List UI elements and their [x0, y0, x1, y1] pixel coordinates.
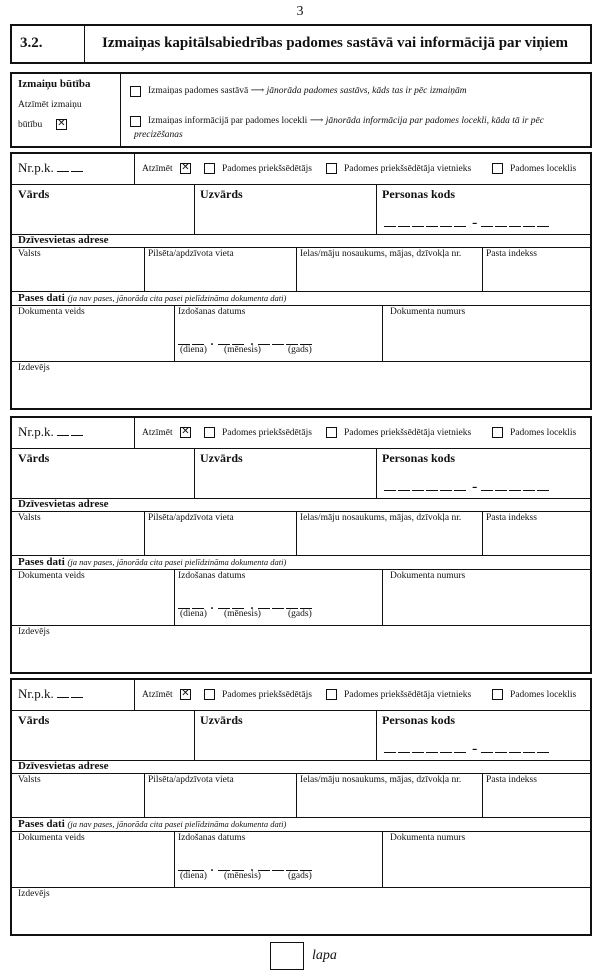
personal-code-field[interactable]: - — [384, 214, 551, 232]
vice-chair-checkbox[interactable] — [326, 689, 337, 700]
issuer-label: Izdevējs — [18, 363, 50, 373]
personal-code-label: Personas kods — [382, 713, 456, 727]
chair-label: Padomes priekšsēdētājs — [222, 164, 312, 174]
city-label: Pilsēta/apdzīvota vieta — [148, 775, 234, 785]
issuer-label: Izdevējs — [18, 627, 50, 637]
vice-chair-label: Padomes priekšsēdētāja vietnieks — [344, 428, 472, 438]
member-label: Padomes loceklis — [510, 690, 577, 700]
city-label: Pilsēta/apdzīvota vieta — [148, 249, 234, 259]
country-label: Valsts — [18, 249, 41, 259]
month-label: (mēnesis) — [224, 609, 261, 619]
issue-date-field[interactable]: . . — [178, 596, 314, 614]
sheet-number-box[interactable] — [270, 942, 304, 970]
mark-label: Atzīmēt — [142, 428, 173, 438]
issuer-label: Izdevējs — [18, 889, 50, 899]
section-number: 3.2. — [20, 35, 43, 51]
chair-checkbox[interactable] — [204, 689, 215, 700]
mark-checkbox[interactable] — [180, 689, 191, 700]
issue-date-field[interactable]: . . — [178, 858, 314, 876]
month-label: (mēnesis) — [224, 345, 261, 355]
issue-date-label: Izdošanas datums — [178, 571, 246, 581]
street-label: Ielas/māju nosaukums, mājas, dzīvokļa nr. — [300, 249, 462, 259]
change-nature-box — [10, 72, 592, 148]
doc-type-label: Dokumenta veids — [18, 571, 85, 581]
address-label: Dzīvesvietas adrese — [18, 498, 109, 510]
address-label: Dzīvesvietas adrese — [18, 760, 109, 772]
country-label: Valsts — [18, 513, 41, 523]
chair-label: Padomes priekšsēdētājs — [222, 690, 312, 700]
postal-label: Pasta indekss — [486, 775, 537, 785]
section-title: Izmaiņas kapitālsabiedrības padomes sastāvā vai informācijā par viņiem — [102, 35, 569, 51]
day-label: (diena) — [180, 871, 207, 881]
doc-type-label: Dokumenta veids — [18, 307, 85, 317]
mark-checkbox[interactable] — [180, 163, 191, 174]
change-nature-mark-checkbox[interactable] — [56, 119, 67, 130]
year-label: (gads) — [288, 609, 312, 619]
chair-checkbox[interactable] — [204, 163, 215, 174]
member-checkbox[interactable] — [492, 689, 503, 700]
passport-label: Pases dati (ja nav pases, jānorāda cita pasei pielīdzināma dokumenta dati) — [18, 556, 287, 568]
name-label: Vārds — [18, 713, 50, 727]
section-header — [10, 24, 592, 64]
day-label: (diena) — [180, 609, 207, 619]
month-label: (mēnesis) — [224, 871, 261, 881]
option-info-note2: precizēšanas — [134, 130, 183, 140]
passport-label: Pases dati (ja nav pases, jānorāda cita pasei pielīdzināma dokumenta dati) — [18, 818, 287, 830]
surname-label: Uzvārds — [200, 451, 243, 465]
vice-chair-label: Padomes priekšsēdētāja vietnieks — [344, 164, 472, 174]
page-number: 3 — [296, 4, 304, 19]
change-nature-heading: Izmaiņu būtība — [18, 78, 91, 90]
personal-code-field[interactable]: - — [384, 740, 551, 758]
sheet-label: lapa — [312, 948, 337, 963]
name-label: Vārds — [18, 187, 50, 201]
change-instruction-2: būtību — [18, 120, 43, 130]
mark-label: Atzīmēt — [142, 690, 173, 700]
member-block-2 — [10, 416, 592, 674]
member-checkbox[interactable] — [492, 427, 503, 438]
vice-chair-label: Padomes priekšsēdētāja vietnieks — [344, 690, 472, 700]
mark-label: Atzīmēt — [142, 164, 173, 174]
chair-checkbox[interactable] — [204, 427, 215, 438]
nr-label: Nr.p.k. — [18, 160, 85, 176]
vice-chair-checkbox[interactable] — [326, 163, 337, 174]
option-info-checkbox[interactable] — [130, 116, 141, 127]
name-label: Vārds — [18, 451, 50, 465]
year-label: (gads) — [288, 345, 312, 355]
doc-number-label: Dokumenta numurs — [390, 833, 466, 843]
member-block-1 — [10, 152, 592, 410]
personal-code-label: Personas kods — [382, 187, 456, 201]
doc-number-label: Dokumenta numurs — [390, 307, 466, 317]
vice-chair-checkbox[interactable] — [326, 427, 337, 438]
mark-checkbox[interactable] — [180, 427, 191, 438]
doc-type-label: Dokumenta veids — [18, 833, 85, 843]
member-label: Padomes loceklis — [510, 428, 577, 438]
change-instruction-1: Atzīmēt izmaiņu — [18, 100, 82, 110]
issue-date-field[interactable]: . . — [178, 332, 314, 350]
country-label: Valsts — [18, 775, 41, 785]
city-label: Pilsēta/apdzīvota vieta — [148, 513, 234, 523]
issue-date-label: Izdošanas datums — [178, 307, 246, 317]
option-composition: Izmaiņas padomes sastāvā ⟶ jānorāda padomes sastāvs, kāds tas ir pēc izmaiņām — [148, 86, 467, 96]
passport-label: Pases dati (ja nav pases, jānorāda cita pasei pielīdzināma dokumenta dati) — [18, 292, 287, 304]
nr-label: Nr.p.k. — [18, 424, 85, 440]
postal-label: Pasta indekss — [486, 249, 537, 259]
chair-label: Padomes priekšsēdētājs — [222, 428, 312, 438]
personal-code-label: Personas kods — [382, 451, 456, 465]
issue-date-label: Izdošanas datums — [178, 833, 246, 843]
option-info: Izmaiņas informācijā par padomes locekli ⟶ jānorāda informācija par padomes locekli, kāda tā ir pēc — [148, 116, 544, 126]
doc-number-label: Dokumenta numurs — [390, 571, 466, 581]
surname-label: Uzvārds — [200, 713, 243, 727]
surname-label: Uzvārds — [200, 187, 243, 201]
personal-code-field[interactable]: - — [384, 478, 551, 496]
member-checkbox[interactable] — [492, 163, 503, 174]
nr-label: Nr.p.k. — [18, 686, 85, 702]
member-label: Padomes loceklis — [510, 164, 577, 174]
street-label: Ielas/māju nosaukums, mājas, dzīvokļa nr. — [300, 513, 462, 523]
street-label: Ielas/māju nosaukums, mājas, dzīvokļa nr. — [300, 775, 462, 785]
member-block-3 — [10, 678, 592, 936]
option-composition-checkbox[interactable] — [130, 86, 141, 97]
address-label: Dzīvesvietas adrese — [18, 234, 109, 246]
postal-label: Pasta indekss — [486, 513, 537, 523]
year-label: (gads) — [288, 871, 312, 881]
day-label: (diena) — [180, 345, 207, 355]
